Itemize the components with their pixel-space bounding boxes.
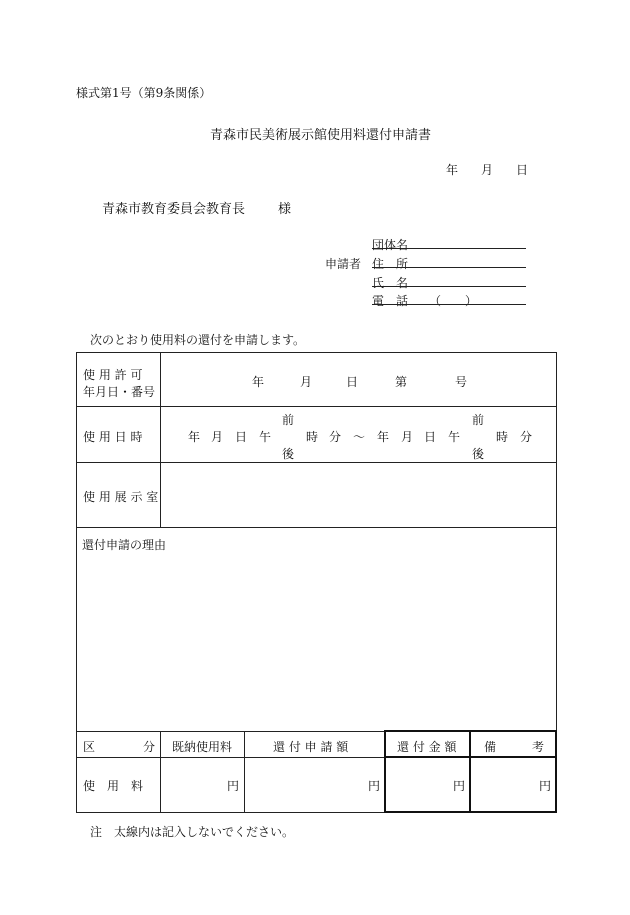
table-line (76, 352, 556, 353)
dt-year-1: 年 (188, 430, 201, 444)
dt-day-2: 日 (424, 430, 437, 444)
table-line (244, 731, 245, 812)
dt-minute-1: 分 (329, 430, 342, 444)
date-day: 日 (516, 163, 529, 177)
dt-day-1: 日 (235, 430, 248, 444)
date-month: 月 (481, 163, 494, 177)
dt-hour-2: 時 (496, 430, 509, 444)
phone-label: 電 話 (372, 294, 409, 308)
group-name-label: 団体名 (372, 238, 409, 252)
addressee-name: 青森市教育委員会教育長 (102, 202, 246, 217)
room-field[interactable] (161, 463, 555, 526)
header-paid: 既納使用料 (172, 740, 233, 754)
dt-gozen-1: 前 (282, 413, 295, 427)
dt-go-2: 午 (448, 430, 461, 444)
dt-hour-1: 時 (306, 430, 319, 444)
name-label: 氏 名 (372, 276, 409, 290)
phone-paren: （ ） (429, 294, 478, 308)
table-line (76, 406, 556, 407)
header-kubun: 区 分 (83, 740, 156, 754)
phone-field[interactable] (372, 290, 526, 305)
reason-field[interactable] (77, 552, 555, 728)
permit-year: 年 (252, 375, 265, 389)
dt-month-1: 月 (211, 430, 224, 444)
group-name-field[interactable] (372, 234, 526, 249)
yen-remarks: 円 (539, 779, 552, 793)
address-label: 住 所 (372, 257, 409, 271)
header-remarks: 備 考 (484, 740, 545, 754)
dt-month-2: 月 (401, 430, 414, 444)
footnote: 注 太線内は記入しないでください。 (90, 825, 295, 839)
intro-text: 次のとおり使用料の還付を申請します。 (90, 333, 306, 347)
form-number: 様式第1号（第9条関係） (76, 86, 212, 100)
yen-refund: 円 (453, 779, 466, 793)
date-year: 年 (446, 163, 459, 177)
dt-year-2: 年 (377, 430, 390, 444)
dt-go-1: 午 (259, 430, 272, 444)
applicant-label: 申請者 (325, 257, 362, 271)
row-label: 使 用 料 (83, 779, 144, 793)
table-line (556, 352, 557, 730)
name-field[interactable] (372, 272, 526, 287)
table-line (76, 527, 556, 528)
table-line (76, 757, 384, 758)
room-label: 使 用 展 示 室 (83, 490, 159, 504)
thick-border (555, 730, 557, 813)
header-refund: 還 付 金 額 (397, 740, 457, 754)
permit-day: 日 (346, 375, 359, 389)
dt-gogo-2: 後 (472, 447, 485, 461)
dt-gogo-1: 後 (282, 447, 295, 461)
header-requested: 還 付 申 請 額 (273, 740, 349, 754)
thick-border (384, 730, 386, 813)
dt-tilde: ～ (353, 430, 366, 444)
reason-label: 還付申請の理由 (82, 538, 167, 552)
dt-gozen-2: 前 (472, 413, 485, 427)
dt-minute-2: 分 (520, 430, 533, 444)
permit-dai: 第 (395, 375, 408, 389)
yen-requested: 円 (368, 779, 381, 793)
yen-paid: 円 (227, 779, 240, 793)
permit-go: 号 (455, 375, 468, 389)
table-line (76, 812, 384, 813)
permit-label-line2: 年月日・番号 (83, 385, 156, 399)
thick-border (469, 730, 471, 813)
datetime-label: 使 用 日 時 (83, 430, 143, 444)
table-line (160, 731, 161, 812)
addressee-honorific: 様 (278, 202, 292, 217)
form-title: 青森市民美術展示館使用料還付申請書 (210, 128, 432, 143)
permit-label-line1: 使 用 許 可 (83, 368, 143, 382)
permit-month: 月 (300, 375, 313, 389)
address-field[interactable] (372, 253, 526, 268)
table-line (76, 731, 384, 732)
